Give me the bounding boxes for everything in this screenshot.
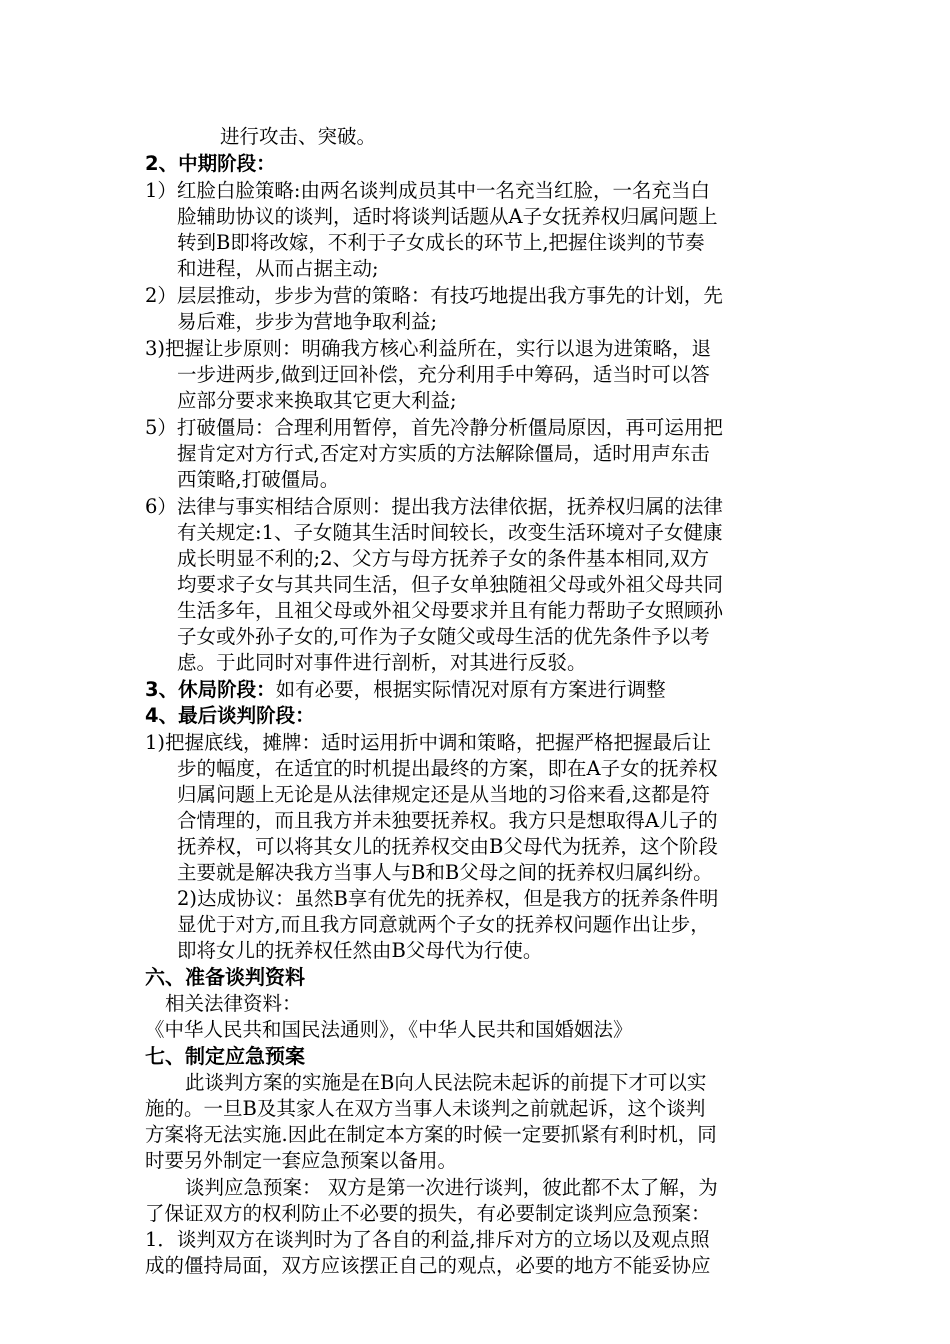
text-line: 脸辅助协议的谈判，适时将谈判话题从A子女抚养权归属问题上	[177, 205, 718, 228]
text-line: 应部分要求来换取其它更大利益;	[177, 389, 457, 412]
text-line: 归属问题上无论是从法律规定还是从当地的习俗来看,这都是符	[177, 783, 710, 806]
list-item-1: 1）红脸白脸策略:由两名谈判成员其中一名充当红脸，一名充当白	[145, 179, 710, 202]
text-line: 一步进两步,做到迂回补偿，充分利用手中筹码，适当时可以答	[177, 363, 710, 386]
text-line: 易后难，步步为营地争取利益;	[177, 310, 438, 333]
text-line: 主要就是解决我方当事人与B和B父母之间的抚养权归属纠纷。	[177, 861, 713, 884]
section-heading-materials: 六、准备谈判资料	[145, 965, 305, 989]
text-line: 时要另外制定一套应急预案以备用。	[145, 1149, 458, 1172]
text-line: 显优于对方,而且我方同意就两个子女的抚养权问题作出让步，	[177, 913, 710, 936]
law-references: 《中华人民共和国民法通则》，《中华人民共和国婚姻法》	[145, 1018, 633, 1041]
text-line: 步的幅度，在适宜的时机提出最终的方案，即在A子女的抚养权	[177, 757, 718, 780]
text-line: 均要求子女与其共同生活，但子女单独随祖父母或外祖父母共同	[177, 573, 724, 596]
text-line: 生活多年，且祖父母或外祖父母要求并且有能力帮助子女照顾孙	[177, 599, 724, 622]
text-line: 方案将无法实施.因此在制定本方案的时候一定要抓紧有利时机，同	[145, 1123, 717, 1146]
paragraph-line: 此谈判方案的实施是在B向人民法院未起诉的前提下才可以实	[185, 1071, 707, 1094]
section-heading-contingency: 七、制定应急预案	[145, 1044, 305, 1068]
list-item-2: 2)达成协议：虽然B享有优先的抚养权，但是我方的抚养条件明	[177, 887, 719, 910]
list-item-2: 2）层层推动，步步为营的策略：有技巧地提出我方事先的计划，先	[145, 284, 723, 307]
section-heading-midterm: 2、中期阶段：	[145, 152, 276, 175]
text-line: 即将女儿的抚养权任然由B父母代为行使。	[177, 939, 543, 962]
text-line: 相关法律资料：	[165, 992, 302, 1015]
list-item-1: 1．谈判双方在谈判时为了各自的利益,排斥对方的立场以及观点照	[145, 1228, 710, 1251]
text-line: 了保证双方的权利防止不必要的损失，有必要制定谈判应急预案：	[145, 1202, 711, 1225]
paragraph-line: 谈判应急预案： 双方是第一次进行谈判，彼此都不太了解，为	[185, 1176, 718, 1199]
text-line: 成的僵持局面，双方应该摆正自己的观点，必要的地方不能妥协应	[145, 1254, 711, 1277]
text-line: 和进程，从而占据主动;	[177, 257, 379, 280]
text-line: 握肯定对方行式,否定对方实质的方法解除僵局，适时用声东击	[177, 442, 710, 465]
text-line: 有关规定:1、子女随其生活时间较长，改变生活环境对子女健康	[177, 521, 723, 544]
section-heading-final: 4、最后谈判阶段：	[145, 704, 315, 727]
text-line: 虑。于此同时对事件进行剖析，对其进行反驳。	[177, 651, 587, 674]
text-line: 施的。一旦B及其家人在双方当事人未谈判之前就起诉，这个谈判	[145, 1097, 706, 1120]
list-item-3: 3)把握让步原则：明确我方核心利益所在，实行以退为进策略，退	[145, 337, 712, 360]
text-line: 转到B即将改嫁，不利于子女成长的环节上,把握住谈判的节奏	[177, 231, 705, 254]
text-line: 子女或外孙子女的,可作为子女随父或母生活的优先条件予以考	[177, 625, 710, 648]
text-line: 合情理的，而且我方并未独要抚养权。我方只是想取得A儿子的	[177, 809, 718, 832]
text-line: 西策略,打破僵局。	[177, 468, 340, 491]
text-line: 成长明显不利的;2、父方与母方抚养子女的条件基本相同,双方	[177, 547, 710, 570]
list-item-1: 1)把握底线，摊牌：适时运用折中调和策略，把握严格把握最后让	[145, 731, 712, 754]
section-heading-recess: 3、休局阶段：	[145, 678, 276, 701]
list-item-6: 6）法律与事实相结合原则：提出我方法律依据，抚养权归属的法律	[145, 495, 723, 518]
list-item-5: 5）打破僵局：合理利用暂停，首先冷静分析僵局原因，再可运用把	[145, 416, 723, 439]
text-line: 进行攻击、突破。	[220, 125, 377, 148]
section-line-recess	[145, 677, 666, 703]
text-line: 抚养权，可以将其女儿的抚养权交由B父母代为抚养，这个阶段	[177, 835, 718, 858]
section-text-recess: 如有必要，根据实际情况对原有方案进行调整	[275, 678, 666, 701]
